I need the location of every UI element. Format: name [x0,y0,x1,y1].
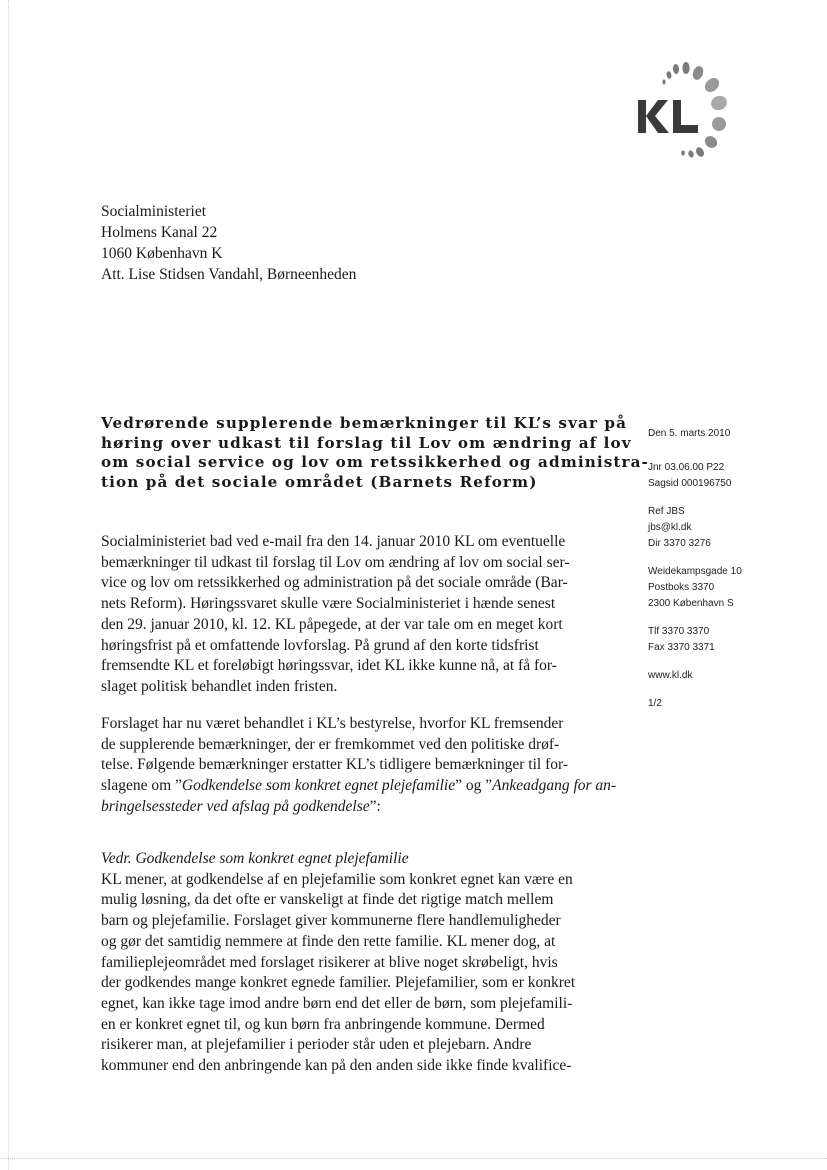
fax: Fax 3370 3371 [648,642,715,653]
text-line: bemærkninger til udkast til forslag til Lov om ændring af lov om social ser- [101,553,570,571]
heading-line: Vedrørende supplerende bemærkninger til KL’s svar på [101,414,628,432]
telephone: Tlf 3370 3370 [648,626,710,637]
heading-line: tion på det sociale området (Barnets Reform) [101,472,538,491]
text-line-mixed [101,797,611,818]
street-address: Weidekampsgade 10 [648,566,742,577]
heading-line: om social service og lov om retssikkerhed og administra- [101,453,649,471]
kl-logo-graphic [636,56,748,168]
text-line: telse. Følgende bemærkninger erstatter KL’s tidligere bemærkninger til for- [101,756,569,774]
text-line: nets Reform). Høringssvaret skulle være Socialministeriet i hænde senest [101,595,556,613]
recipient-address [101,201,521,285]
text-line-mixed [101,776,617,797]
postal-city: 2300 København S [648,598,734,609]
paragraph-1 [101,532,611,698]
text-line: barn og plejefamilie. Forslaget giver kommunerne flere handlemuligheder [101,912,561,930]
document-heading [101,414,649,492]
section-subheading: Vedr. Godkendelse som konkret egnet plejefamilie [101,850,409,867]
heading-line: høring over udkast til forslag til Lov om ændring af lov [101,433,632,452]
text-line: Forslaget har nu været behandlet i KL’s bestyrelse, hvorfor KL fremsender [101,715,564,732]
text-line: og gør det samtidig nemmere at finde den rette familie. KL mener dog, at [101,932,556,950]
text-line: KL mener, at godkendelse af en plejefamilie som konkret egnet kan være en [101,870,573,888]
address-line: Att. Lise Stidsen Vandahl, Børneenheden [101,266,357,283]
text-line: der godkendes mange konkret egnede familier. Plejefamilier, som er konkret [101,974,576,992]
proposal-title-italic: bringelsessteder ved afslag på godkendelse [101,797,370,815]
text-span: slagene om ” [101,777,182,795]
text-line: de supplerende bemærkninger, der er fremkommet ved den politiske drøf- [101,735,560,753]
text-line: Socialministeriet bad ved e-mail fra den 14. januar 2010 KL om eventuelle [101,533,566,550]
text-line: den 29. januar 2010, kl. 12. KL påpegede, at der var tale om en meget kort [101,615,563,633]
kl-logo [636,56,748,168]
paragraph-3 [101,849,611,1077]
text-line: egnet, kan ikke tage imod andre børn end det eller de børn, som plejefamili- [101,994,573,1012]
address-line: Socialministeriet [101,203,207,220]
text-line: en er konkret egnet til, og kun børn fra anbringende kommune. Dermed [101,1015,545,1033]
text-line: mulig løsning, da det ofte er vanskeligt at finde det rigtige match mellem [101,891,554,909]
text-line: slaget politisk behandlet inden fristen. [101,677,338,695]
address-line: Holmens Kanal 22 [101,224,218,241]
text-line: kommuner end den anbringende kan på den anden side ikke finde kvalifice- [101,1057,572,1075]
website-link[interactable]: www.kl.dk [648,670,693,681]
text-line: risikerer man, at plejefamilier i perioder står uden et plejebarn. Andre [101,1036,532,1054]
text-line: høringsfrist på et omfattende lovforslag. På grund af den korte tidsfrist [101,636,539,654]
paragraph-2 [101,714,617,818]
text-line: familieplejeområdet med forslaget risikerer at blive noget skrøbeligt, hvis [101,953,558,971]
reference: Ref JBS [648,506,685,517]
sender-info-sidebar [648,426,818,724]
proposal-title-italic: Godkendelse som konkret egnet plejefamilie [181,777,456,795]
letter-date: Den 5. marts 2010 [648,428,731,439]
text-line: vice og lov om retssikkerhed og administration på det sociale område (Bar- [101,574,568,592]
page-number: 1/2 [648,698,662,709]
proposal-title-italic: Ankeadgang for an- [492,777,617,795]
journal-number: Jnr 03.06.00 P22 [648,462,725,473]
text-line: fremsendte KL et foreløbigt høringssvar, idet KL ikke kunne nå, at få for- [101,657,557,675]
postbox: Postboks 3370 [648,582,715,593]
text-span: ” og ” [455,777,493,795]
case-id: Sagsid 000196750 [648,478,732,489]
email-link[interactable]: jbs@kl.dk [648,522,692,533]
text-span: ”: [369,797,381,815]
scan-edge-line [8,0,9,1170]
direct-phone: Dir 3370 3276 [648,538,711,549]
scan-bottom-line [0,1158,827,1159]
address-line: 1060 København K [101,245,223,262]
